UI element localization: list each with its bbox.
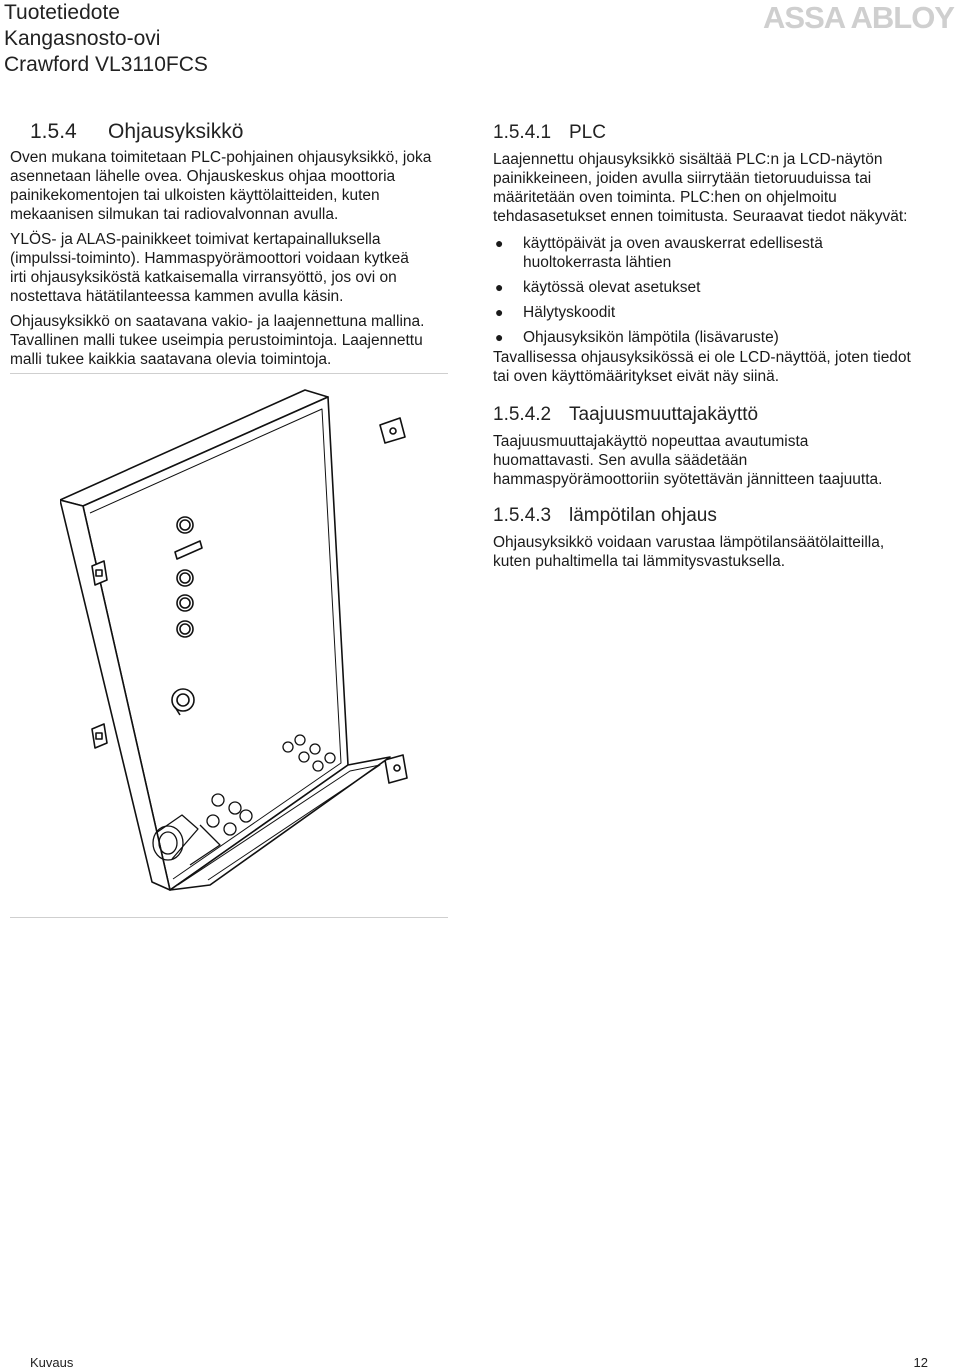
- text-line: Oven mukana toimitetaan PLC-pohjainen ohjausyksikkö, joka: [10, 149, 432, 166]
- text-line: nostettava hätätilanteessa kammen avulla käsin.: [10, 288, 344, 305]
- subsection-number: 1.5.4.3: [493, 505, 552, 526]
- text-line: tai oven käyttömääritykset eivät näy siinä.: [493, 368, 780, 385]
- subsection-heading-temp: [493, 503, 933, 529]
- control-unit-illustration: [60, 385, 420, 910]
- text-line: määritetään oven toiminta. PLC:hen on ohjelmoitu: [493, 189, 837, 206]
- list-item: [493, 303, 933, 322]
- text-line: Laajennettu ohjausyksikkö sisältää PLC:n ja LCD-näytön: [493, 151, 883, 168]
- text-line: Tavallisessa ohjausyksikössä ei ole LCD-näyttöä, joten tiedot: [493, 349, 911, 366]
- list-item-text: Hälytyskoodit: [523, 304, 616, 321]
- text-line: malli tukee kaikkia saatavana olevia toimintoja.: [10, 351, 332, 368]
- bullet-icon: ●: [495, 329, 504, 345]
- divider: [10, 373, 448, 374]
- subsection-title: lämpötilan ohjaus: [569, 505, 717, 526]
- vfd-body: [493, 432, 933, 489]
- section-body: [10, 148, 448, 369]
- subsection-number: 1.5.4.1: [493, 122, 552, 143]
- text-line: Ohjausyksikkö voidaan varustaa lämpötilansäätölaitteilla,: [493, 534, 885, 551]
- subsection-title: Taajuusmuuttajakäyttö: [569, 404, 759, 425]
- subsection-heading-vfd: [493, 402, 933, 428]
- list-item: [493, 328, 933, 347]
- text-line: asennetaan lähelle ovea. Ohjauskeskus ohjaa moottoria: [10, 168, 396, 185]
- subsection-number: 1.5.4.2: [493, 404, 552, 425]
- assa-abloy-logo: ASSA ABLOY: [763, 0, 954, 35]
- text-line: Tavallinen malli tukee useimpia perustoimintoja. Laajennettu: [10, 332, 423, 349]
- text-line: kuten puhaltimella tai lämmitysvastuksella.: [493, 553, 786, 570]
- list-item: [493, 234, 933, 272]
- text-line: YLÖS- ja ALAS-painikkeet toimivat kertapainalluksella: [10, 231, 381, 248]
- bullet-icon: ●: [495, 279, 504, 295]
- bullet-icon: ●: [495, 235, 504, 251]
- text-line: painikekomentojen tai ulkoisten käyttölaitteiden, kuten: [10, 187, 380, 204]
- section-title: Ohjausyksikkö: [108, 120, 244, 143]
- list-item-text: Ohjausyksikön lämpötila (lisävaruste): [523, 329, 779, 346]
- footer-section-label: Kuvaus: [30, 1355, 74, 1370]
- subsection-heading-plc: [493, 120, 933, 146]
- list-item-text: huoltokerrasta lähtien: [523, 254, 672, 271]
- text-line: hammaspyörämoottoriin syötettävän jännitteen taajuutta.: [493, 471, 883, 488]
- text-line: (impulssi-toiminto). Hammaspyörämoottori voidaan kytkeä: [10, 250, 409, 267]
- list-item-text: käyttöpäivät ja oven avauskerrat edellisestä: [523, 235, 823, 252]
- page-number: 12: [913, 1355, 928, 1370]
- section-heading-1-5-4: [10, 118, 448, 146]
- bullet-icon: ●: [495, 304, 504, 320]
- header-line-1: Tuotetiedote: [4, 1, 120, 24]
- divider: [10, 917, 448, 918]
- left-column: [10, 118, 448, 369]
- document-header: [4, 0, 208, 78]
- right-column: [493, 120, 933, 571]
- text-line: painikkeineen, joiden avulla siirrytään tietoruuduissa tai: [493, 170, 872, 187]
- subsection-title: PLC: [569, 122, 606, 143]
- temp-body: [493, 533, 933, 571]
- text-line: tehdasasetukset ennen toimitusta. Seuraavat tiedot näkyvät:: [493, 208, 908, 225]
- list-item-text: käytössä olevat asetukset: [523, 279, 701, 296]
- text-line: irti ohjausyksiköstä katkaisemalla virransyöttö, jos ovi on: [10, 269, 397, 286]
- text-line: mekaanisen silmukan tai radiovalvonnan avulla.: [10, 206, 339, 223]
- section-number: 1.5.4: [30, 120, 77, 143]
- plc-info-list: [493, 234, 933, 347]
- list-item: [493, 278, 933, 297]
- text-line: Taajuusmuuttajakäyttö nopeuttaa avautumista: [493, 433, 809, 450]
- header-line-2: Kangasnosto-ovi: [4, 27, 161, 50]
- plc-body: [493, 150, 933, 386]
- text-line: Ohjausyksikkö on saatavana vakio- ja laajennettuna mallina.: [10, 313, 425, 330]
- text-line: huomattavasti. Sen avulla säädetään: [493, 452, 748, 469]
- header-line-3: Crawford VL3110FCS: [4, 53, 208, 76]
